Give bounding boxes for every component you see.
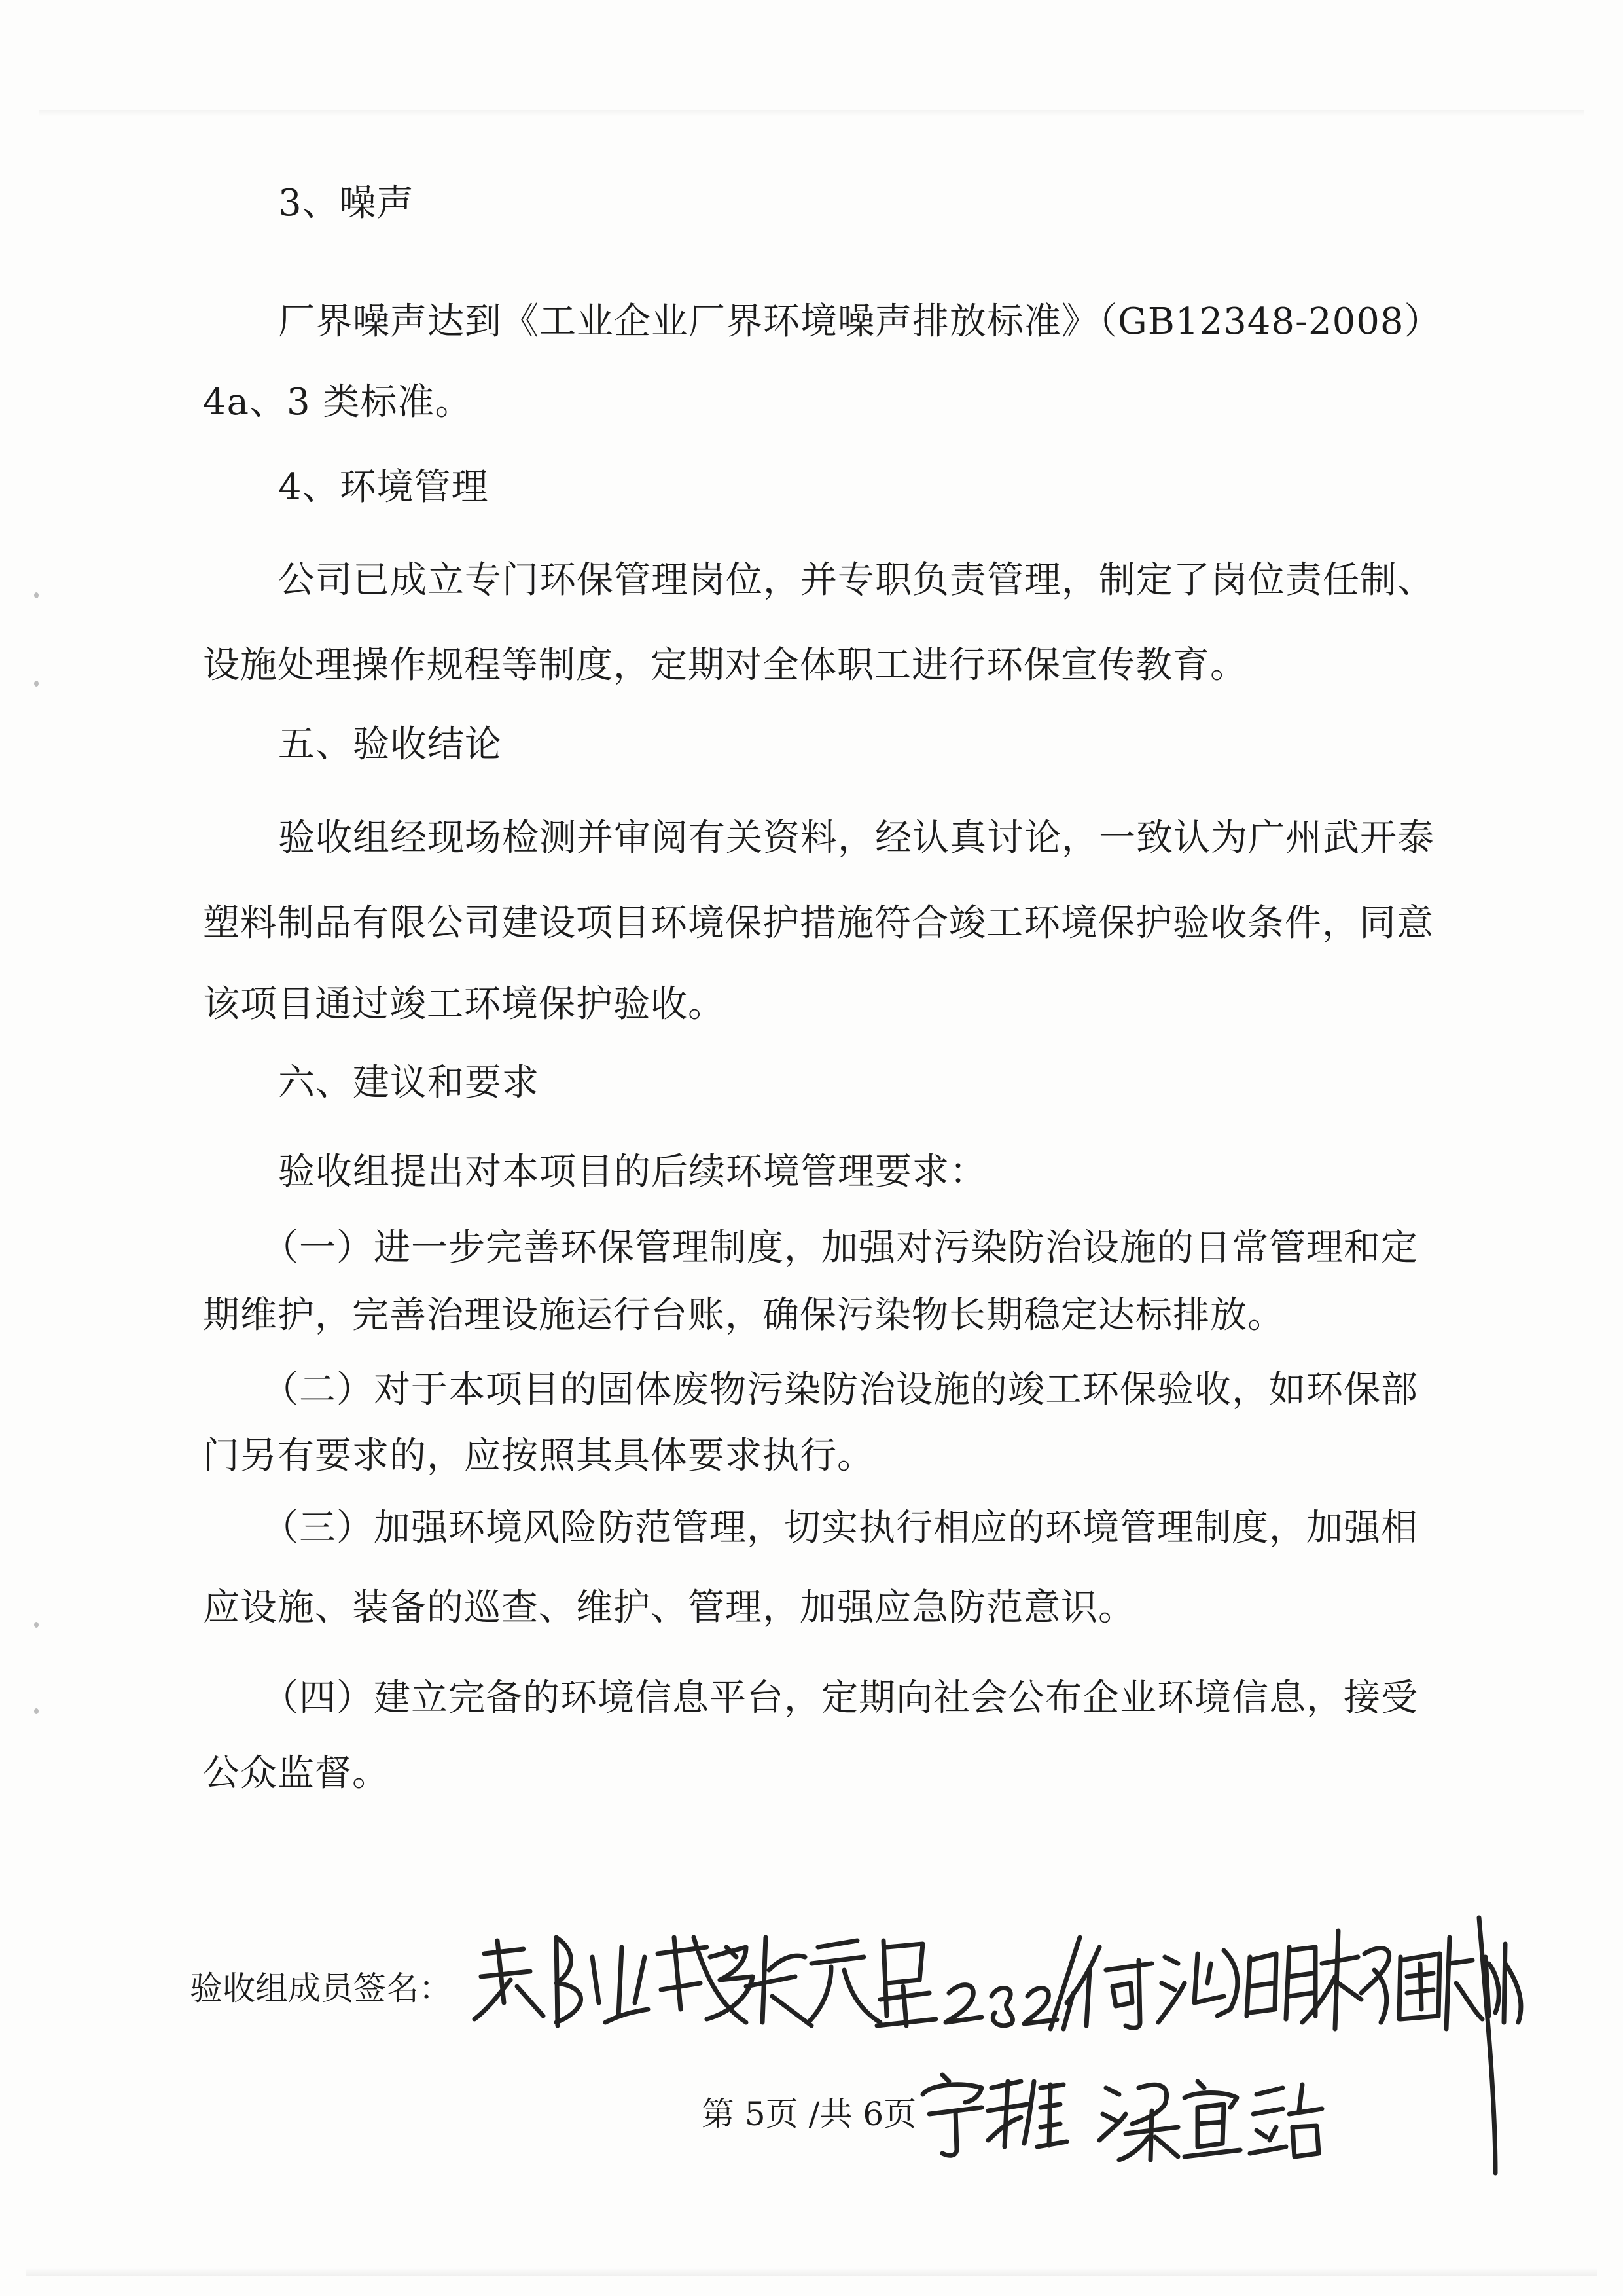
signature-label: 验收组成员签名：: [190, 1969, 452, 2007]
section-heading-conclusion: 五、验收结论: [278, 723, 502, 766]
paragraph-line: 验收组提出对本项目的后续环境管理要求：: [278, 1151, 987, 1193]
section-heading-recommendations: 六、建议和要求: [278, 1062, 539, 1104]
paragraph-line: （四）建立完备的环境信息平台，定期向社会公布企业环境信息，接受: [262, 1677, 1418, 1719]
paragraph-line: （一）进一步完善环保管理制度，加强对污染防治设施的日常管理和定: [262, 1227, 1418, 1269]
section-heading-noise: 3、噪声: [278, 182, 414, 224]
paragraph-line: 期维护，完善治理设施运行台账，确保污染物长期稳定达标排放。: [203, 1294, 1285, 1336]
paragraph-line: 设施处理操作规程等制度，定期对全体职工进行环保宣传教育。: [203, 644, 1247, 687]
paragraph-line: 公众监督。: [203, 1752, 389, 1795]
paragraph-line: 门另有要求的，应按照其具体要求执行。: [203, 1435, 874, 1477]
paragraph-line: 4a、3 类标准。: [203, 381, 473, 423]
paragraph-line: 塑料制品有限公司建设项目环境保护措施符合竣工环境保护验收条件，同意: [203, 902, 1434, 944]
page-number-footer: 第 5页 /共 6页: [702, 2095, 917, 2133]
paragraph-line: 应设施、装备的巡查、维护、管理，加强应急防范意识。: [203, 1587, 1135, 1629]
paragraph-line: 厂界噪声达到《工业企业厂界环境噪声排放标准》（GB12348-2008）: [278, 300, 1442, 343]
paragraph-line: （二）对于本项目的固体废物污染防治设施的竣工环保验收，如环保部: [262, 1369, 1418, 1411]
section-heading-env-management: 4、环境管理: [278, 466, 489, 509]
paragraph-line: （三）加强环境风险防范管理，切实执行相应的环境管理制度，加强相: [262, 1507, 1418, 1549]
paragraph-line: 该项目通过竣工环境保护验收。: [203, 983, 725, 1026]
paragraph-line: 验收组经现场检测并审阅有关资料，经认真讨论，一致认为广州武开泰: [278, 817, 1435, 859]
paragraph-line: 公司已成立专门环保管理岗位，并专职负责管理，制定了岗位责任制、: [278, 559, 1435, 601]
